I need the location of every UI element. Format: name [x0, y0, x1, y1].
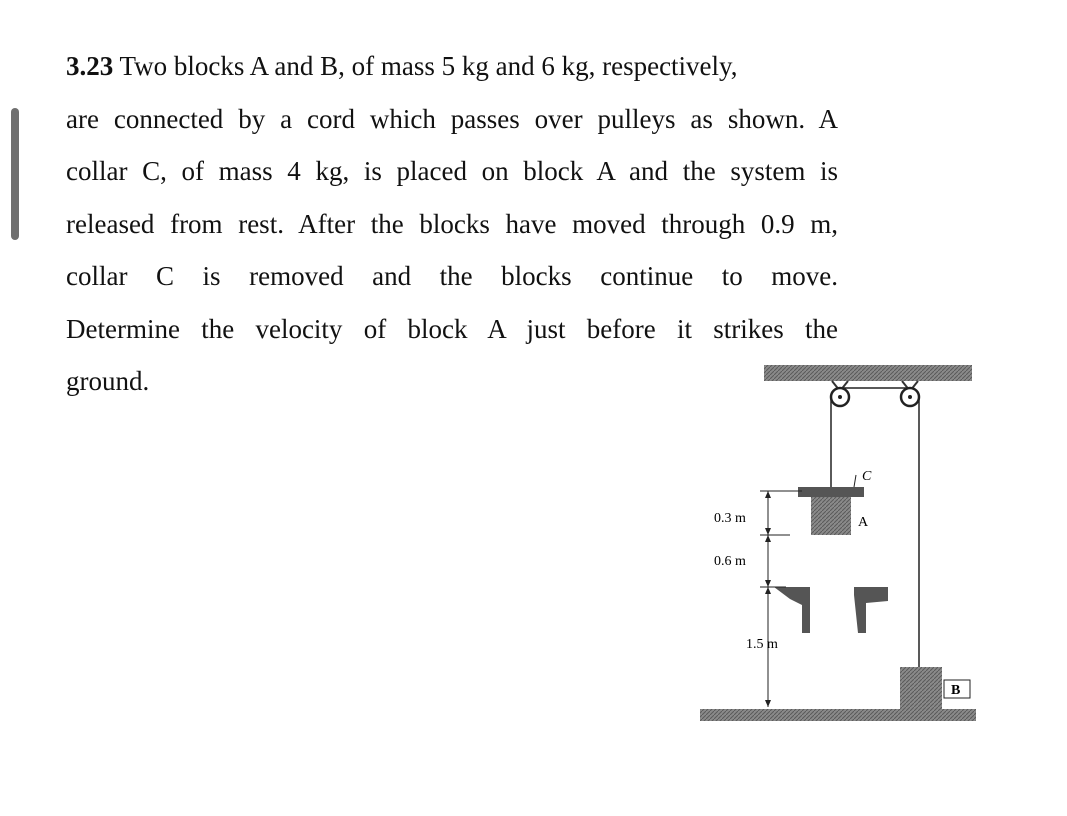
- problem-statement: [66, 40, 838, 408]
- problem-number: 3.23: [66, 51, 114, 81]
- dim-label-1: 0.3 m: [714, 511, 746, 526]
- dim-label-2: 0.6 m: [714, 554, 746, 569]
- pulley-figure: [690, 355, 990, 735]
- problem-line-5: collar C is removed and the blocks continue to move.: [66, 261, 838, 291]
- problem-line-1: 3.23 Two blocks A and B, of mass 5 kg and 6 kg, respectively,: [66, 51, 738, 81]
- label-a: A: [858, 515, 869, 530]
- right-stop: [854, 587, 888, 633]
- left-stop: [774, 587, 810, 633]
- collar-c: [798, 487, 864, 497]
- ceiling: [764, 365, 972, 381]
- scroll-indicator[interactable]: [11, 108, 19, 240]
- right-pulley: [901, 381, 919, 406]
- problem-line-3: collar C, of mass 4 kg, is placed on block A and the system is: [66, 156, 838, 186]
- left-pulley: [831, 381, 849, 406]
- problem-line-2: are connected by a cord which passes over pulleys as shown. A: [66, 103, 838, 134]
- label-c: C: [862, 469, 872, 484]
- label-b: B: [951, 683, 961, 698]
- block-b: [900, 667, 942, 709]
- ground: [700, 709, 976, 721]
- dim-label-3: 1.5 m: [746, 637, 778, 652]
- problem-line-6: Determine the velocity of block A just before it strikes the: [66, 313, 838, 344]
- problem-line-4: released from rest. After the blocks have moved through 0.9 m,: [66, 208, 838, 239]
- problem-line-7: ground.: [66, 366, 150, 396]
- block-a: [811, 497, 851, 535]
